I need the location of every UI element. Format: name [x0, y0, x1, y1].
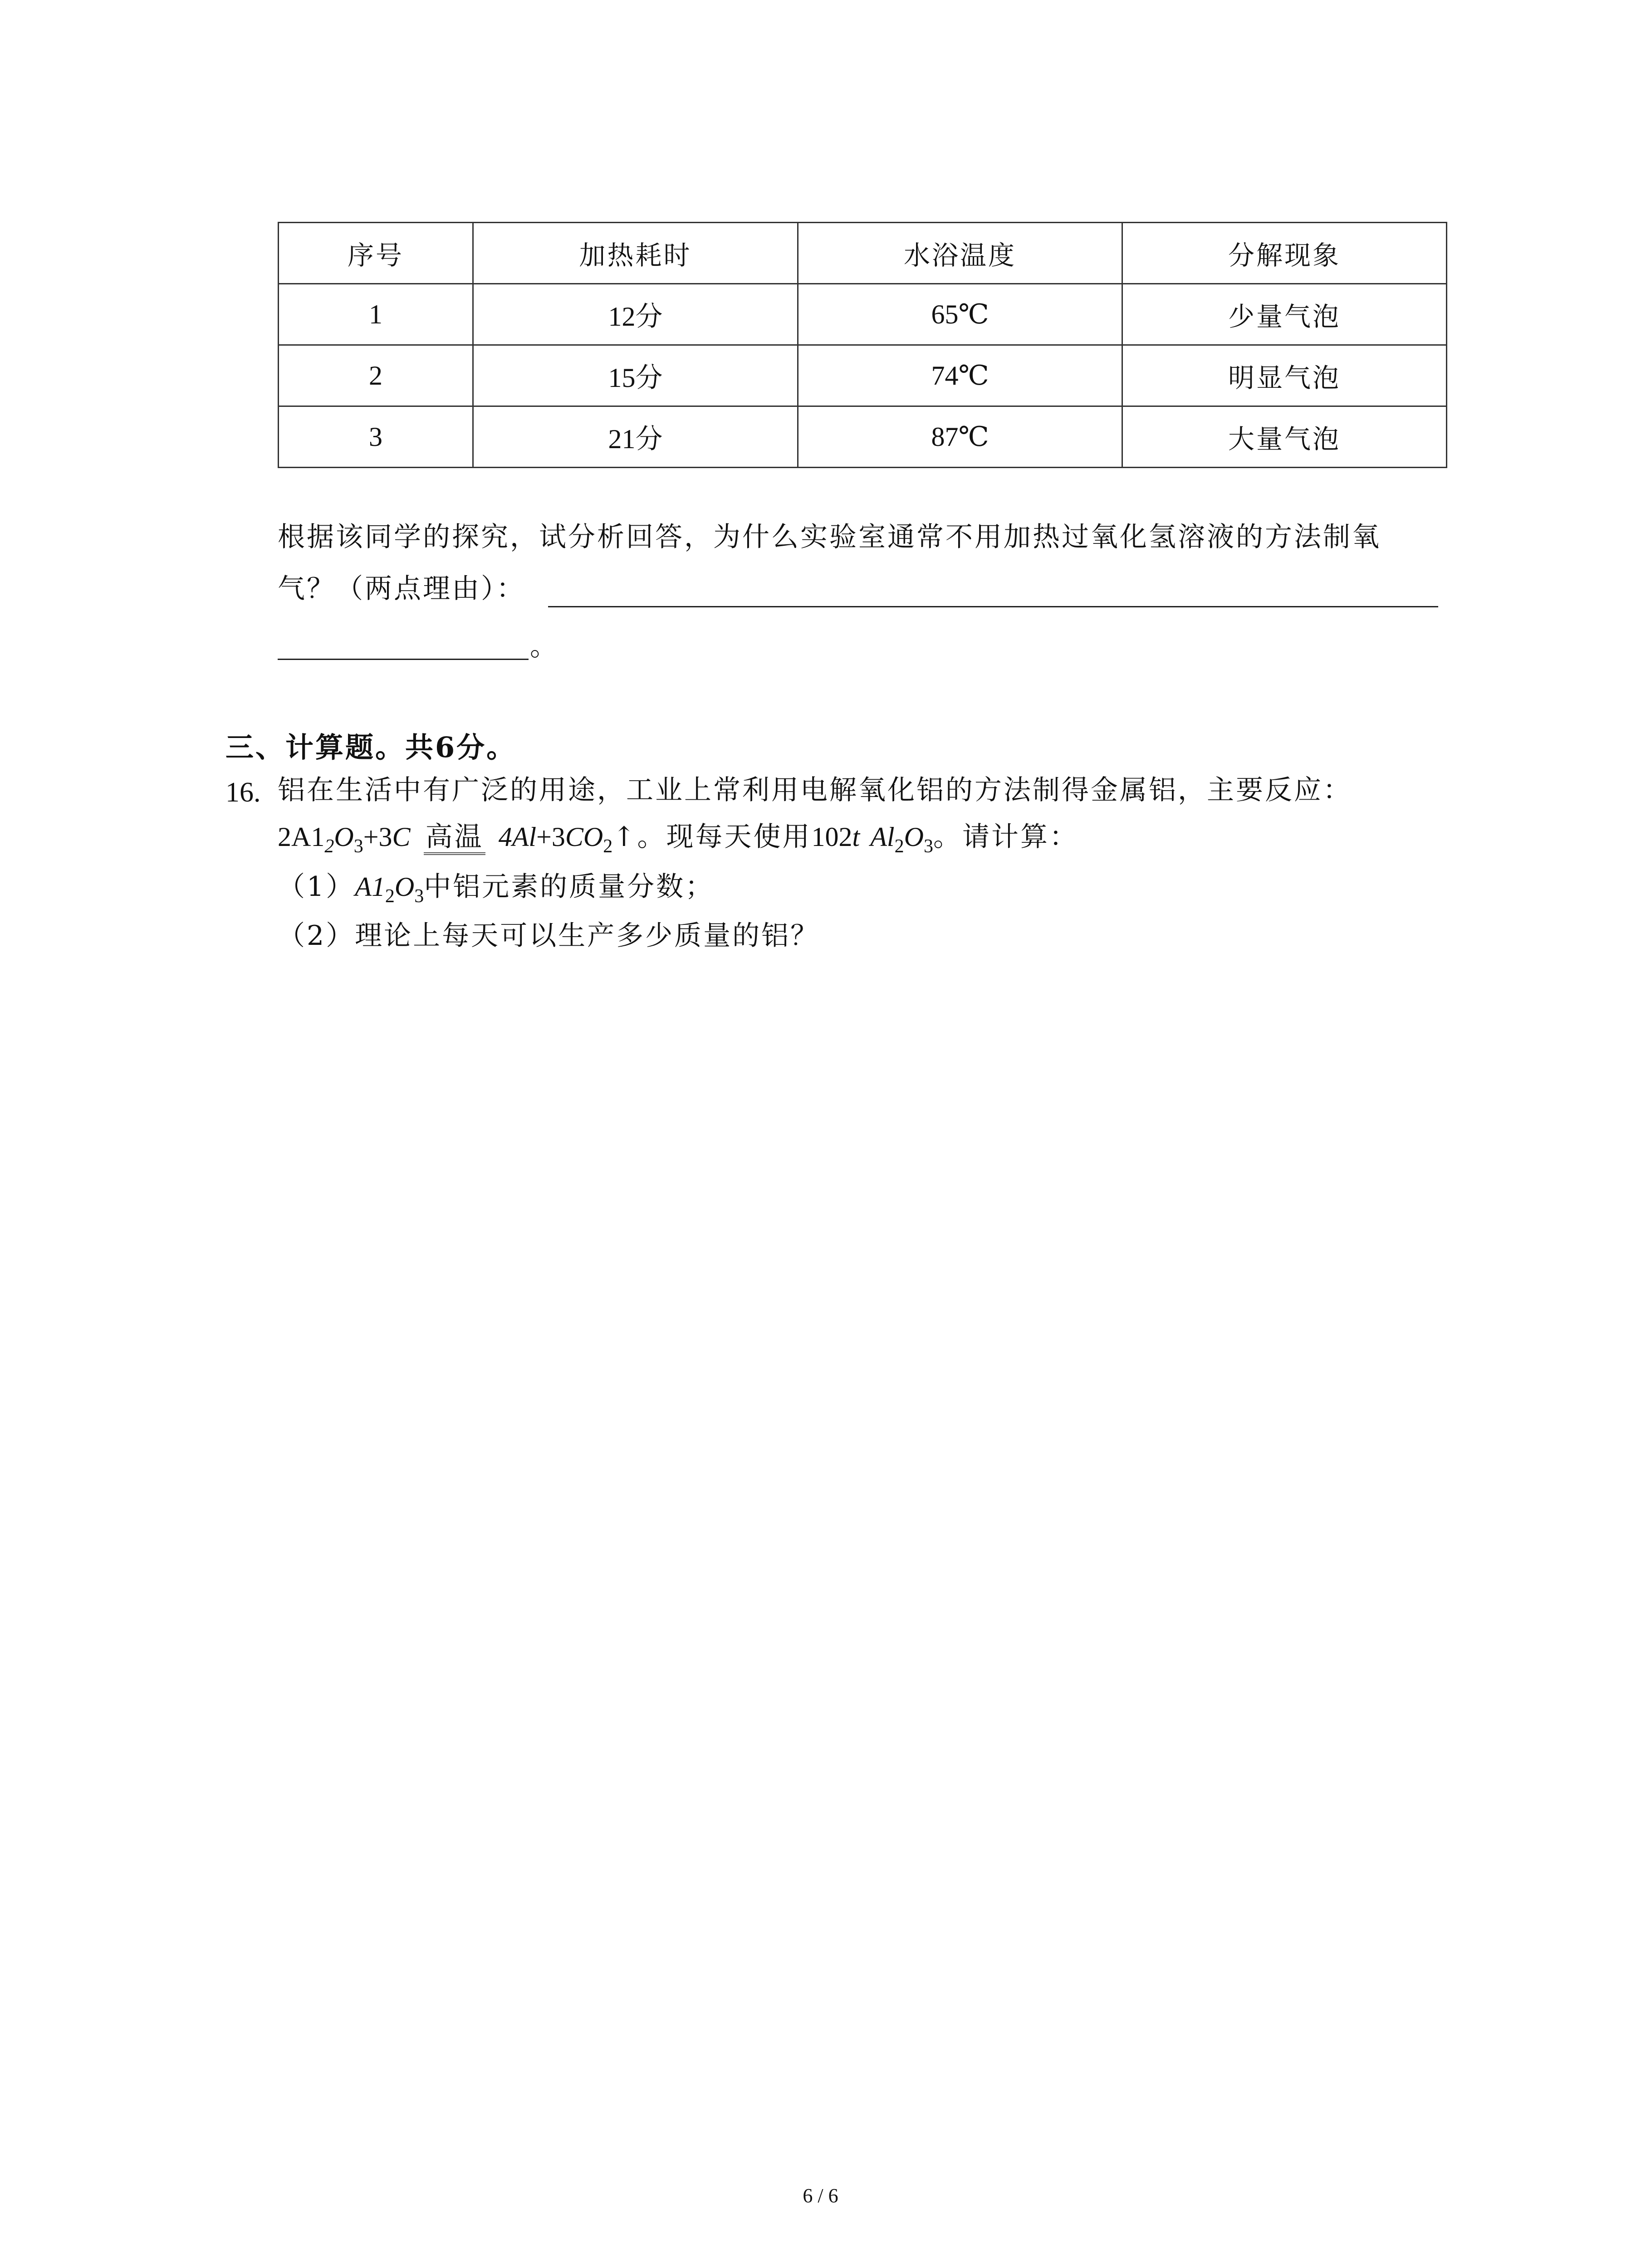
equation-text: 。现每天使用 [637, 821, 812, 853]
mass-value: 102 [811, 822, 852, 852]
reaction-condition: 高温 [424, 823, 485, 855]
sentence-end-mark: 。 [530, 631, 559, 662]
equation-text: 。请计算： [933, 821, 1078, 853]
subscript: 3 [414, 886, 424, 907]
table-cell: 1 [279, 284, 473, 345]
table-cell: 明显气泡 [1122, 345, 1447, 406]
table-header-cell: 分解现象 [1122, 223, 1447, 284]
equation-term: C [392, 822, 411, 852]
mass-unit: t [852, 822, 860, 852]
table-cell: 3 [279, 406, 473, 468]
table-cell: 15分 [473, 345, 798, 406]
table-cell: 65℃ [798, 284, 1122, 345]
formula-term: A1 [355, 872, 385, 902]
page-number: 6 / 6 [803, 2185, 838, 2207]
table-header-cell: 水浴温度 [798, 223, 1122, 284]
table-cell: 12分 [473, 284, 798, 345]
sub-question-text: 中铝元素的质量分数； [424, 871, 715, 903]
reaction-equation-line [278, 823, 1078, 856]
subscript: 2 [894, 836, 904, 857]
table-cell: 87℃ [798, 406, 1122, 468]
table-header-cell: 序号 [279, 223, 473, 284]
subscript: 2 [385, 886, 395, 907]
question-15-text-line2: 气？（两点理由）： [278, 573, 525, 605]
table-cell: 大量气泡 [1122, 406, 1447, 468]
formula-term: Al [870, 822, 895, 852]
equation-term [499, 822, 536, 852]
table-header-cell: 加热耗时 [473, 223, 798, 284]
sub-question-label: （1） [278, 871, 355, 903]
equation-term: +3 [536, 822, 565, 852]
section-heading: 三、计算题。共6分。 [225, 731, 517, 764]
equation-term: 2A1 [278, 822, 325, 852]
subscript: 2 [324, 836, 334, 857]
table-cell: 74℃ [798, 345, 1122, 406]
equation-product: 4Al [498, 822, 537, 852]
equation-term: CO [565, 822, 603, 852]
gas-arrow-icon: ↑ [612, 821, 637, 853]
table-row [279, 406, 1447, 468]
table-cell: 少量气泡 [1122, 284, 1447, 345]
table-cell: 2 [279, 345, 473, 406]
table-row [279, 345, 1447, 406]
sub-question-2: （2）理论上每天可以生产多少质量的铝？ [278, 920, 820, 952]
question-15-text-line1: 根据该同学的探究，试分析回答，为什么实验室通常不用加热过氧化氢溶液的方法制氧 [278, 521, 1381, 553]
table-header-row [279, 223, 1447, 284]
sub-question-1 [278, 873, 714, 906]
table-cell: 21分 [473, 406, 798, 468]
answer-blank-line[interactable] [548, 606, 1438, 607]
question-16-stem: 铝在生活中有广泛的用途，工业上常利用电解氧化铝的方法制得金属铝，主要反应： [278, 774, 1352, 806]
question-number: 16. [225, 777, 261, 808]
experiment-table [278, 222, 1447, 468]
subscript: 2 [603, 836, 613, 857]
subscript: 3 [923, 836, 933, 857]
subscript: 3 [353, 836, 363, 857]
table-row [279, 284, 1447, 345]
equation-term: +3 [363, 822, 392, 852]
equation-term: O [334, 822, 354, 852]
answer-blank-line[interactable] [278, 659, 529, 660]
formula-term: O [904, 822, 924, 852]
formula-term: O [394, 872, 415, 902]
